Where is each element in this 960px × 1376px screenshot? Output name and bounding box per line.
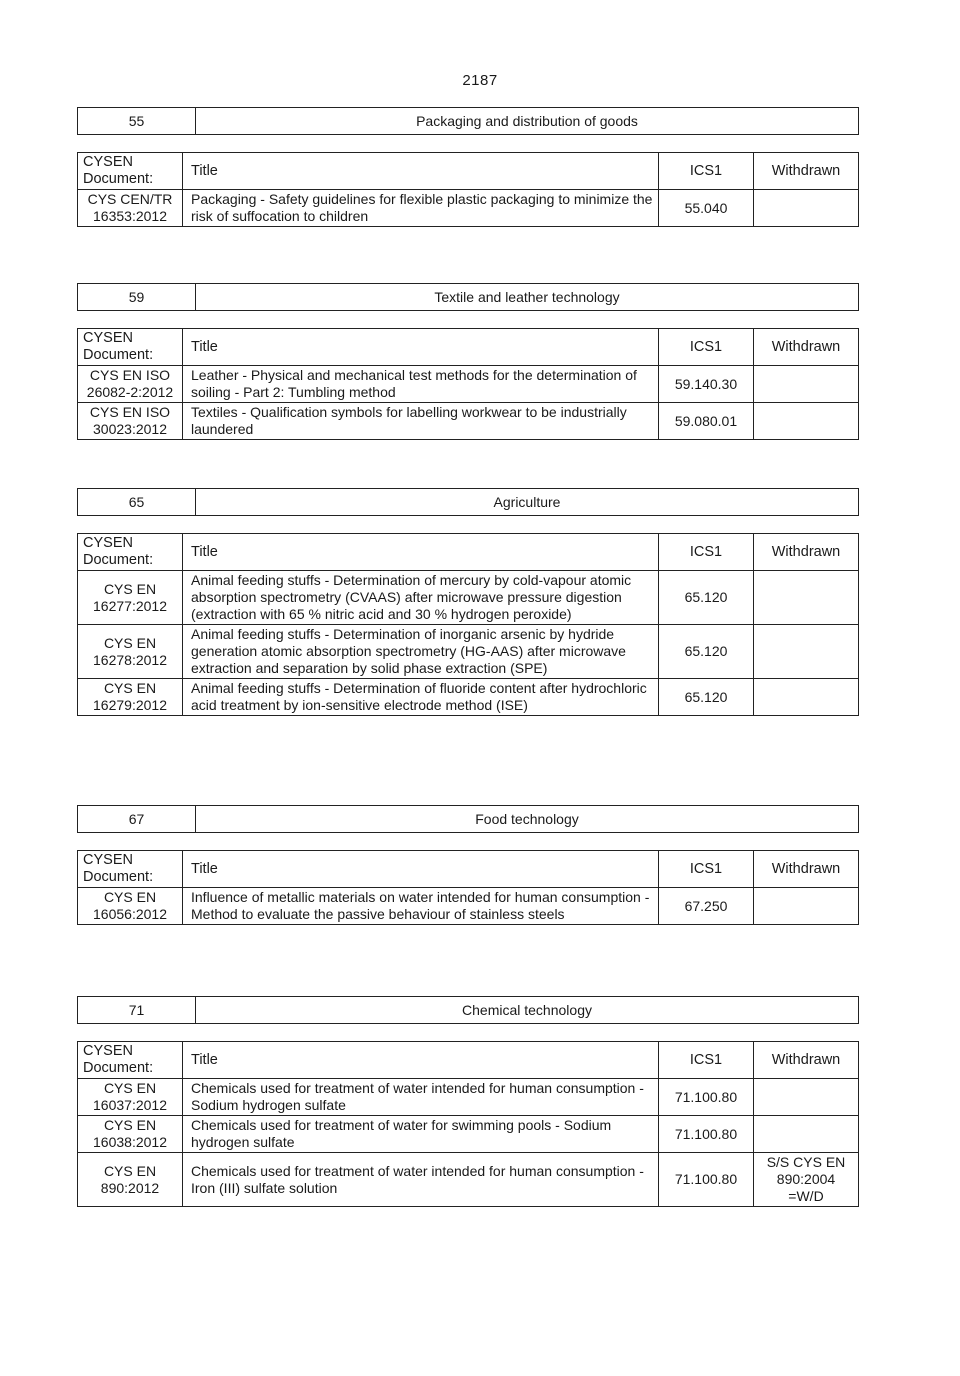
document-table (77, 328, 859, 440)
document-id: CYS EN ISO 26082-2:2012 (78, 366, 183, 403)
document-id: CYS EN 16278:2012 (78, 625, 183, 679)
ics-code: 65.120 (659, 571, 754, 625)
ics-code: 71.100.80 (659, 1116, 754, 1153)
table-row (78, 1153, 859, 1207)
table-row (78, 366, 859, 403)
column-header-title: Title (183, 534, 659, 571)
ics-code: 59.080.01 (659, 403, 754, 440)
ics-code: 59.140.30 (659, 366, 754, 403)
table-header-row (78, 851, 859, 888)
column-header-withdrawn: Withdrawn (754, 851, 859, 888)
section-header (77, 283, 859, 311)
column-header-ics: ICS1 (659, 534, 754, 571)
column-header-ics: ICS1 (659, 851, 754, 888)
document-table (77, 850, 859, 925)
document-title: Animal feeding stuffs - Determination of inorganic arsenic by hydride generation atomic absorption spectrometry (HG-AAS) after microwave extraction and separation by solid phase extraction (SPE) (183, 625, 659, 679)
document-title: Chemicals used for treatment of water intended for human consumption - Sodium hydrogen sulfate (183, 1079, 659, 1116)
section-number: 55 (78, 108, 196, 135)
column-header-withdrawn: Withdrawn (754, 534, 859, 571)
table-row (78, 1079, 859, 1116)
document-title: Animal feeding stuffs - Determination of mercury by cold-vapour atomic absorption spectrometry (CVAAS) after microwave pressure digestion (extraction with 65 % nitric acid and 30 % hydrogen peroxide) (183, 571, 659, 625)
withdrawn-value (754, 625, 859, 679)
section-55 (77, 107, 859, 227)
ics-code: 65.120 (659, 679, 754, 716)
document-table (77, 1041, 859, 1207)
document-title: Influence of metallic materials on water intended for human consumption - Method to evaluate the passive behaviour of stainless steels (183, 888, 659, 925)
section-number: 67 (78, 806, 196, 833)
withdrawn-value (754, 1079, 859, 1116)
section-name: Food technology (196, 806, 859, 833)
table-header-row (78, 534, 859, 571)
table-row (78, 403, 859, 440)
ics-code: 71.100.80 (659, 1153, 754, 1207)
withdrawn-value (754, 403, 859, 440)
ics-code: 67.250 (659, 888, 754, 925)
table-row (78, 679, 859, 716)
section-number: 71 (78, 997, 196, 1024)
table-header-row (78, 1042, 859, 1079)
document-table (77, 533, 859, 716)
section-name: Chemical technology (196, 997, 859, 1024)
section-number: 65 (78, 489, 196, 516)
table-row (78, 888, 859, 925)
withdrawn-value (754, 888, 859, 925)
section-header (77, 488, 859, 516)
ics-code: 65.120 (659, 625, 754, 679)
withdrawn-value (754, 679, 859, 716)
document-table (77, 152, 859, 227)
document-id: CYS EN 16056:2012 (78, 888, 183, 925)
section-name: Agriculture (196, 489, 859, 516)
document-id: CYS EN 16037:2012 (78, 1079, 183, 1116)
column-header-document: CYSEN Document: (78, 1042, 183, 1079)
section-67 (77, 805, 859, 925)
ics-code: 71.100.80 (659, 1079, 754, 1116)
section-number: 59 (78, 284, 196, 311)
table-row (78, 190, 859, 227)
column-header-document: CYSEN Document: (78, 329, 183, 366)
section-header (77, 107, 859, 135)
column-header-document: CYSEN Document: (78, 851, 183, 888)
column-header-title: Title (183, 1042, 659, 1079)
section-65 (77, 488, 859, 716)
withdrawn-value (754, 366, 859, 403)
section-name: Packaging and distribution of goods (196, 108, 859, 135)
document-title: Chemicals used for treatment of water intended for human consumption - Iron (III) sulfate solution (183, 1153, 659, 1207)
withdrawn-value: S/S CYS EN 890:2004 =W/D (754, 1153, 859, 1207)
section-name: Textile and leather technology (196, 284, 859, 311)
column-header-document: CYSEN Document: (78, 534, 183, 571)
section-71 (77, 996, 859, 1207)
column-header-title: Title (183, 851, 659, 888)
column-header-ics: ICS1 (659, 329, 754, 366)
document-id: CYS EN 16277:2012 (78, 571, 183, 625)
table-row (78, 1116, 859, 1153)
withdrawn-value (754, 571, 859, 625)
document-title: Animal feeding stuffs - Determination of fluoride content after hydrochloric acid treatment by ion-sensitive electrode method (ISE) (183, 679, 659, 716)
table-row (78, 571, 859, 625)
document-id: CYS EN 890:2012 (78, 1153, 183, 1207)
document-title: Leather - Physical and mechanical test methods for the determination of soiling - Part 2: Tumbling method (183, 366, 659, 403)
column-header-ics: ICS1 (659, 1042, 754, 1079)
column-header-title: Title (183, 329, 659, 366)
column-header-document: CYSEN Document: (78, 153, 183, 190)
section-header (77, 996, 859, 1024)
column-header-withdrawn: Withdrawn (754, 1042, 859, 1079)
document-id: CYS EN 16038:2012 (78, 1116, 183, 1153)
document-id: CYS EN 16279:2012 (78, 679, 183, 716)
page-number: 2187 (462, 72, 498, 89)
withdrawn-value (754, 190, 859, 227)
document-title: Textiles - Qualification symbols for labelling workwear to be industrially laundered (183, 403, 659, 440)
ics-code: 55.040 (659, 190, 754, 227)
table-header-row (78, 153, 859, 190)
table-header-row (78, 329, 859, 366)
column-header-withdrawn: Withdrawn (754, 329, 859, 366)
section-59 (77, 283, 859, 440)
column-header-title: Title (183, 153, 659, 190)
document-title: Chemicals used for treatment of water for swimming pools - Sodium hydrogen sulfate (183, 1116, 659, 1153)
section-header (77, 805, 859, 833)
column-header-ics: ICS1 (659, 153, 754, 190)
table-row (78, 625, 859, 679)
withdrawn-value (754, 1116, 859, 1153)
column-header-withdrawn: Withdrawn (754, 153, 859, 190)
document-title: Packaging - Safety guidelines for flexible plastic packaging to minimize the risk of suffocation to children (183, 190, 659, 227)
document-id: CYS EN ISO 30023:2012 (78, 403, 183, 440)
document-id: CYS CEN/TR 16353:2012 (78, 190, 183, 227)
